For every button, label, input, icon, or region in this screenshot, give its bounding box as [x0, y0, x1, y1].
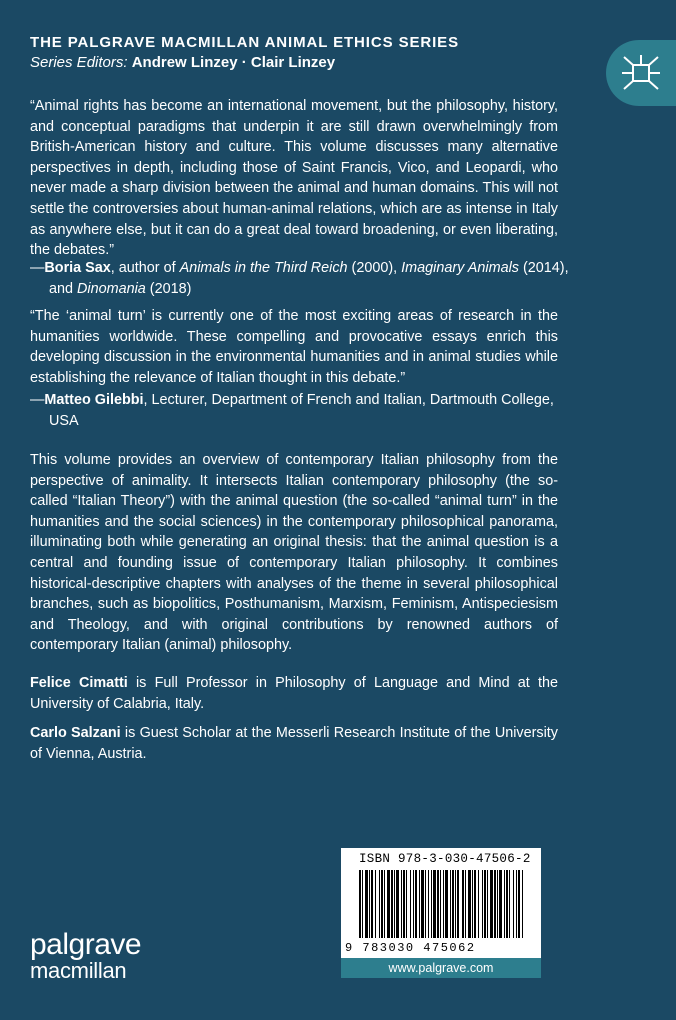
book-description: This volume provides an overview of contemporary Italian philosophy from the perspective of animality. It intersects Italian contemporary philosophy (the so-called “Italian Theory”) with the animal question (the so-called “animal turn” in the humanities and the social sciences) in the contemporary philosophical panorama, illuminating both while generating an original thesis: that the animal question is a central and founding issue of contemporary Italian philosophy. It combines historical-descriptive chapters with analyses of the theme in several philosophical branches, such as biopolitics, Posthumanism, Marxism, Feminism, Antispeciesism and Theology, and with original contributions by renowned authors of contemporary Italian (animal) philosophy. — [30, 452, 558, 654]
attr-dash: — — [30, 392, 45, 408]
palgrave-network-icon — [606, 40, 676, 106]
publisher-logo — [30, 930, 141, 982]
bio-cimatti — [30, 673, 558, 714]
publisher-line1: palgrave — [30, 928, 142, 961]
attr-author-sax: Boria Sax — [44, 260, 111, 276]
attr-text: (2014), and — [49, 260, 569, 297]
bio-text: is Guest Scholar at the Messerli Research Institute of the University of Vienna, Austria. — [30, 725, 558, 762]
attr-author-gilebbi: Matteo Gilebbi — [44, 392, 144, 408]
quote-sax: “Animal rights has become an international movement, but the philosophy, history, and conceptual paradigms that underpin it are still drawn overwhelmingly from British-American history and culture. This volume discusses many alternative perspectives in depth, including those of Saint Francis, Vico, and Leopardi, who never made a sharp division between the animal and human domains. This will not settle the controversies about human-animal relations, which are as intense in Italy as anywhere else, but it can do a great deal toward broadening, or even liberating, the debates.” — [30, 98, 558, 259]
bio-salzani — [30, 723, 558, 764]
attr-book-title: Imaginary Animals — [401, 260, 519, 276]
series-editors — [30, 54, 335, 71]
attr-text: (2000), — [347, 260, 402, 276]
website-link[interactable]: www.palgrave.com — [341, 958, 541, 978]
quote-sax-attribution — [30, 258, 579, 299]
attr-text: (2018) — [145, 280, 192, 297]
barcode-icon — [357, 870, 527, 938]
attr-book-title: Animals in the Third Reich — [179, 260, 348, 276]
attr-book-title: Dinomania — [77, 280, 146, 297]
attr-text: , author of — [110, 260, 180, 276]
attr-text: , Lecturer, Department of French and Italian, Dartmouth College, USA — [49, 392, 554, 429]
bio-text: is Full Professor in Philosophy of Language and Mind at the University of Calabria, Italy. — [30, 675, 558, 712]
attr-dash: — — [30, 260, 45, 276]
bio-name: Carlo Salzani — [30, 725, 121, 741]
isbn-text: ISBN 978-3-030-47506-2 — [359, 852, 531, 866]
series-title: THE PALGRAVE MACMILLAN ANIMAL ETHICS SERIES — [30, 34, 459, 51]
series-editors-names: Andrew Linzey · Clair Linzey — [131, 54, 336, 71]
bio-name: Felice Cimatti — [30, 675, 128, 691]
quote-gilebbi-attribution — [30, 390, 579, 431]
barcode-number: 9 783030 475062 — [345, 941, 476, 955]
series-editors-label: Series Editors: — [30, 54, 128, 71]
quote-gilebbi: “The ‘animal turn’ is currently one of the most exciting areas of research in the humanities worldwide. These compelling and provocative essays enrich this developing discussion in the environmental humanities and in animal studies while establishing the relevance of Italian thought in this debate.” — [30, 308, 558, 386]
publisher-line2: macmillan — [30, 958, 127, 983]
barcode-box — [341, 848, 541, 958]
